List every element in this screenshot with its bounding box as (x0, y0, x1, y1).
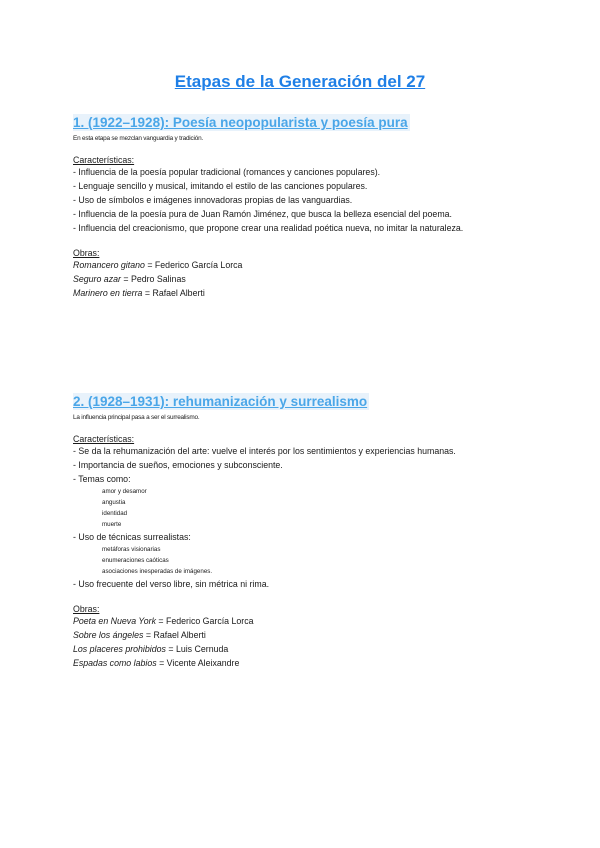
section-2-characteristic: - Uso frecuente del verso libre, sin métrica ni rima. (73, 579, 270, 589)
theme-item: identidad (102, 510, 128, 517)
work-author: = Pedro Salinas (120, 274, 186, 284)
work-author: = Vicente Aleixandre (156, 658, 240, 668)
technique-item: enumeraciones caóticas (102, 557, 169, 564)
section-1-characteristics-label: Características: (73, 155, 135, 165)
section-1-heading: 1. (1922–1928): Poesía neopopularista y poesía pura (73, 115, 408, 130)
section-1-work (73, 258, 553, 272)
work-title: Seguro azar (73, 274, 121, 284)
work-title: Espadas como labios (73, 658, 157, 668)
section-2-characteristics-label: Características: (73, 434, 135, 444)
work-title: Poeta en Nueva York (73, 616, 156, 626)
section-2-characteristic: - Se da la rehumanización del arte: vuelve el interés por los sentimientos y experiencias humanas. (73, 446, 456, 456)
section-1-characteristic: - Influencia de la poesía pura de Juan Ramón Jiménez, que busca la belleza esencial del poema. (73, 209, 452, 219)
section-1-works-label: Obras: (73, 248, 100, 258)
section-2-characteristic: - Temas como: (73, 474, 131, 484)
theme-item: angustia (102, 499, 126, 506)
work-author: = Luis Cernuda (165, 644, 229, 654)
work-author: = Rafael Alberti (142, 288, 205, 298)
section-2-work (73, 614, 553, 628)
section-1 (73, 114, 553, 300)
section-2-characteristic: - Uso de técnicas surrealistas: (73, 532, 191, 542)
section-2-intro: La influencia principal pasa a ser el surrealismo. (73, 414, 200, 421)
section-2-work (73, 628, 553, 642)
theme-item: muerte (102, 521, 122, 528)
work-title: Los placeres prohibidos (73, 644, 166, 654)
section-1-characteristic: - Influencia de la poesía popular tradicional (romances y canciones populares). (73, 167, 381, 177)
section-2-work (73, 642, 553, 656)
section-1-work (73, 272, 553, 286)
theme-item: amor y desamor (102, 488, 147, 495)
section-1-characteristic: - Lenguaje sencillo y musical, imitando el estilo de las canciones populares. (73, 181, 368, 191)
section-2 (73, 393, 553, 670)
section-2-heading: 2. (1928–1931): rehumanización y surrealismo (73, 394, 368, 409)
section-1-intro: En esta etapa se mezclan vanguardia y tradición. (73, 135, 204, 142)
section-1-characteristic: - Uso de símbolos e imágenes innovadoras propias de las vanguardias. (73, 195, 353, 205)
work-title: Romancero gitano (73, 260, 145, 270)
work-author: = Federico García Lorca (155, 616, 254, 626)
section-2-works-label: Obras: (73, 604, 100, 614)
section-2-characteristic: - Importancia de sueños, emociones y subconsciente. (73, 460, 283, 470)
work-title: Sobre los ángeles (73, 630, 144, 640)
technique-item: metáforas visionarias (102, 546, 161, 553)
page-title: Etapas de la Generación del 27 (174, 72, 426, 91)
work-author: = Rafael Alberti (143, 630, 206, 640)
technique-item: asociaciones inesperadas de imágenes. (102, 568, 213, 575)
work-author: = Federico García Lorca (144, 260, 243, 270)
section-1-characteristic: - Influencia del creacionismo, que propone crear una realidad poética nueva, no imitar la naturaleza. (73, 223, 464, 233)
work-title: Marinero en tierra (73, 288, 143, 298)
section-1-work (73, 286, 553, 300)
section-2-work (73, 656, 553, 670)
